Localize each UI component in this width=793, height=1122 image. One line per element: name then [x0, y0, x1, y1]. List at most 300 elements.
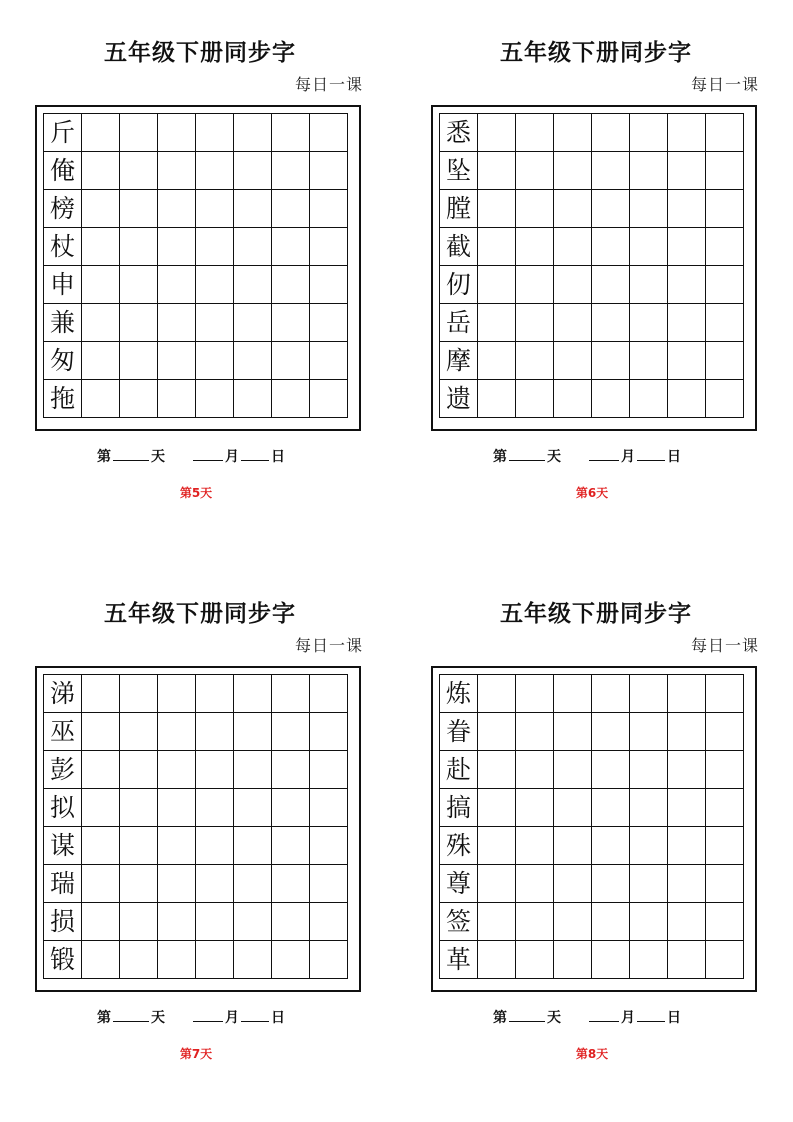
practice-cell[interactable]: [158, 380, 196, 418]
practice-cell[interactable]: [310, 827, 348, 865]
date-yue-label: 月: [621, 1010, 635, 1026]
practice-cell[interactable]: [82, 903, 120, 941]
practice-cell[interactable]: [82, 675, 120, 713]
practice-cell[interactable]: [310, 190, 348, 228]
practice-cell[interactable]: [82, 827, 120, 865]
model-character: 彭: [44, 751, 82, 789]
practice-sheet-day-7: [35, 561, 365, 1061]
practice-sheet-day-5: [35, 0, 365, 500]
practice-cell[interactable]: [592, 190, 630, 228]
practice-cell[interactable]: [120, 342, 158, 380]
practice-cell[interactable]: [706, 152, 744, 190]
practice-cell[interactable]: [592, 675, 630, 713]
practice-cell[interactable]: [82, 228, 120, 266]
practice-cell[interactable]: [196, 152, 234, 190]
practice-cell[interactable]: [82, 114, 120, 152]
practice-cell[interactable]: [272, 903, 310, 941]
date-yue-label: 月: [621, 449, 635, 465]
practice-cell[interactable]: [120, 789, 158, 827]
practice-cell[interactable]: [668, 152, 706, 190]
practice-cell[interactable]: [630, 789, 668, 827]
practice-cell[interactable]: [82, 266, 120, 304]
date-tian-label: 天: [547, 449, 561, 465]
model-character: 尊: [440, 865, 478, 903]
practice-cell[interactable]: [516, 152, 554, 190]
model-character: 谋: [44, 827, 82, 865]
practice-cell[interactable]: [196, 789, 234, 827]
model-character: 兼: [44, 304, 82, 342]
practice-cell[interactable]: [554, 304, 592, 342]
date-tian-label: 天: [547, 1010, 561, 1026]
practice-cell[interactable]: [272, 228, 310, 266]
practice-grid-frame: [35, 105, 361, 431]
practice-cell[interactable]: [668, 751, 706, 789]
practice-cell[interactable]: [120, 713, 158, 751]
practice-cell[interactable]: [272, 827, 310, 865]
practice-cell[interactable]: [82, 342, 120, 380]
practice-cell[interactable]: [630, 190, 668, 228]
practice-cell[interactable]: [310, 342, 348, 380]
practice-cell[interactable]: [158, 228, 196, 266]
practice-cell[interactable]: [272, 114, 310, 152]
practice-cell[interactable]: [516, 865, 554, 903]
practice-cell[interactable]: [516, 713, 554, 751]
model-character: 眷: [440, 713, 478, 751]
practice-cell[interactable]: [630, 342, 668, 380]
day-number-blank[interactable]: [509, 1007, 545, 1022]
practice-cell[interactable]: [196, 903, 234, 941]
model-character: 遗: [440, 380, 478, 418]
practice-cell[interactable]: [478, 865, 516, 903]
practice-cell[interactable]: [516, 266, 554, 304]
date-blank[interactable]: [241, 446, 269, 461]
practice-cell[interactable]: [196, 114, 234, 152]
model-character: 斤: [44, 114, 82, 152]
practice-cell[interactable]: [272, 342, 310, 380]
day-number-blank[interactable]: [113, 446, 149, 461]
practice-cell[interactable]: [554, 190, 592, 228]
practice-cell[interactable]: [82, 152, 120, 190]
practice-grid-frame: [431, 105, 757, 431]
practice-cell[interactable]: [592, 789, 630, 827]
practice-cell[interactable]: [234, 903, 272, 941]
practice-cell[interactable]: [516, 190, 554, 228]
date-blank[interactable]: [637, 446, 665, 461]
practice-cell[interactable]: [706, 342, 744, 380]
practice-cell[interactable]: [478, 675, 516, 713]
practice-cell[interactable]: [158, 266, 196, 304]
practice-cell[interactable]: [272, 152, 310, 190]
practice-cell[interactable]: [554, 941, 592, 979]
practice-cell[interactable]: [554, 713, 592, 751]
practice-cell[interactable]: [158, 114, 196, 152]
practice-cell[interactable]: [478, 380, 516, 418]
practice-cell[interactable]: [478, 827, 516, 865]
practice-cell[interactable]: [668, 903, 706, 941]
practice-cell[interactable]: [272, 266, 310, 304]
practice-grid: [439, 674, 744, 979]
practice-cell[interactable]: [196, 342, 234, 380]
practice-cell[interactable]: [120, 903, 158, 941]
day-label: 第5天: [179, 486, 213, 500]
practice-cell[interactable]: [668, 380, 706, 418]
practice-cell[interactable]: [234, 827, 272, 865]
practice-cell[interactable]: [668, 266, 706, 304]
practice-cell[interactable]: [592, 228, 630, 266]
practice-cell[interactable]: [120, 190, 158, 228]
practice-cell[interactable]: [272, 751, 310, 789]
practice-cell[interactable]: [310, 713, 348, 751]
practice-cell[interactable]: [272, 380, 310, 418]
month-blank[interactable]: [193, 1007, 223, 1022]
practice-cell[interactable]: [706, 266, 744, 304]
sheet-title: 五年级下册同步字: [500, 39, 692, 66]
sheet-subtitle: 每日一课: [294, 636, 363, 655]
practice-cell[interactable]: [630, 304, 668, 342]
practice-cell[interactable]: [82, 751, 120, 789]
practice-cell[interactable]: [158, 675, 196, 713]
model-character: 炼: [440, 675, 478, 713]
practice-cell[interactable]: [158, 941, 196, 979]
practice-cell[interactable]: [516, 304, 554, 342]
practice-cell[interactable]: [272, 675, 310, 713]
practice-cell[interactable]: [516, 675, 554, 713]
practice-cell[interactable]: [630, 865, 668, 903]
practice-cell[interactable]: [120, 675, 158, 713]
practice-cell[interactable]: [120, 304, 158, 342]
day-label: 第7天: [179, 1047, 213, 1061]
practice-cell[interactable]: [158, 152, 196, 190]
practice-cell[interactable]: [706, 941, 744, 979]
date-ri-label: 日: [667, 1010, 681, 1026]
date-di-label: 第: [493, 1010, 507, 1026]
practice-cell[interactable]: [310, 675, 348, 713]
practice-cell[interactable]: [706, 304, 744, 342]
practice-cell[interactable]: [310, 941, 348, 979]
practice-cell[interactable]: [668, 114, 706, 152]
month-blank[interactable]: [193, 446, 223, 461]
practice-cell[interactable]: [196, 266, 234, 304]
practice-cell[interactable]: [310, 152, 348, 190]
practice-grid-frame: [35, 666, 361, 992]
practice-cell[interactable]: [630, 713, 668, 751]
practice-cell[interactable]: [478, 789, 516, 827]
practice-cell[interactable]: [158, 713, 196, 751]
practice-cell[interactable]: [272, 713, 310, 751]
practice-cell[interactable]: [554, 152, 592, 190]
model-character: 巫: [44, 713, 82, 751]
practice-cell[interactable]: [234, 865, 272, 903]
model-character: 涕: [44, 675, 82, 713]
practice-grid-frame: [431, 666, 757, 992]
practice-cell[interactable]: [554, 342, 592, 380]
practice-cell[interactable]: [554, 865, 592, 903]
practice-cell[interactable]: [592, 751, 630, 789]
practice-cell[interactable]: [554, 751, 592, 789]
practice-cell[interactable]: [158, 190, 196, 228]
date-yue-label: 月: [225, 449, 239, 465]
practice-cell[interactable]: [120, 827, 158, 865]
practice-cell[interactable]: [592, 713, 630, 751]
practice-cell[interactable]: [478, 228, 516, 266]
practice-cell[interactable]: [706, 228, 744, 266]
practice-cell[interactable]: [82, 190, 120, 228]
practice-cell[interactable]: [478, 903, 516, 941]
practice-cell[interactable]: [706, 380, 744, 418]
practice-cell[interactable]: [630, 152, 668, 190]
practice-cell[interactable]: [554, 827, 592, 865]
practice-cell[interactable]: [592, 114, 630, 152]
practice-cell[interactable]: [706, 751, 744, 789]
model-character: 榜: [44, 190, 82, 228]
practice-cell[interactable]: [554, 228, 592, 266]
practice-cell[interactable]: [310, 751, 348, 789]
practice-cell[interactable]: [706, 114, 744, 152]
model-character: 摩: [440, 342, 478, 380]
practice-cell[interactable]: [554, 266, 592, 304]
practice-cell[interactable]: [234, 342, 272, 380]
practice-cell[interactable]: [158, 865, 196, 903]
practice-cell[interactable]: [592, 865, 630, 903]
practice-cell[interactable]: [554, 675, 592, 713]
practice-cell[interactable]: [196, 827, 234, 865]
practice-cell[interactable]: [234, 675, 272, 713]
practice-cell[interactable]: [120, 152, 158, 190]
practice-cell[interactable]: [234, 114, 272, 152]
date-tian-label: 天: [151, 1010, 165, 1026]
practice-cell[interactable]: [234, 152, 272, 190]
practice-cell[interactable]: [234, 266, 272, 304]
model-character: 拖: [44, 380, 82, 418]
practice-cell[interactable]: [668, 342, 706, 380]
day-number-blank[interactable]: [113, 1007, 149, 1022]
practice-cell[interactable]: [272, 865, 310, 903]
date-blank[interactable]: [241, 1007, 269, 1022]
day-label: 第8天: [575, 1047, 609, 1061]
date-di-label: 第: [493, 449, 507, 465]
day-number-blank[interactable]: [509, 446, 545, 461]
practice-cell[interactable]: [706, 190, 744, 228]
practice-cell[interactable]: [158, 789, 196, 827]
practice-cell[interactable]: [706, 903, 744, 941]
practice-cell[interactable]: [120, 228, 158, 266]
practice-cell[interactable]: [592, 342, 630, 380]
practice-cell[interactable]: [630, 941, 668, 979]
practice-cell[interactable]: [158, 751, 196, 789]
practice-cell[interactable]: [196, 865, 234, 903]
practice-cell[interactable]: [516, 789, 554, 827]
practice-cell[interactable]: [592, 304, 630, 342]
practice-cell[interactable]: [630, 114, 668, 152]
sheet-subtitle: 每日一课: [690, 75, 759, 94]
practice-cell[interactable]: [82, 713, 120, 751]
practice-cell[interactable]: [310, 380, 348, 418]
practice-grid: [439, 113, 744, 418]
practice-cell[interactable]: [158, 827, 196, 865]
practice-cell[interactable]: [196, 941, 234, 979]
practice-sheet-day-8: [431, 561, 761, 1061]
practice-cell[interactable]: [310, 903, 348, 941]
practice-cell[interactable]: [234, 789, 272, 827]
model-character: 截: [440, 228, 478, 266]
practice-cell[interactable]: [592, 380, 630, 418]
date-blank[interactable]: [637, 1007, 665, 1022]
practice-cell[interactable]: [196, 751, 234, 789]
practice-cell[interactable]: [234, 751, 272, 789]
month-blank[interactable]: [589, 1007, 619, 1022]
model-character: 签: [440, 903, 478, 941]
date-di-label: 第: [97, 449, 111, 465]
model-character: 拟: [44, 789, 82, 827]
practice-cell[interactable]: [668, 304, 706, 342]
practice-cell[interactable]: [82, 380, 120, 418]
practice-cell[interactable]: [630, 903, 668, 941]
date-ri-label: 日: [271, 449, 285, 465]
practice-cell[interactable]: [630, 827, 668, 865]
sheet-title: 五年级下册同步字: [104, 39, 296, 66]
model-character: 革: [440, 941, 478, 979]
practice-cell[interactable]: [196, 380, 234, 418]
model-character: 殊: [440, 827, 478, 865]
practice-cell[interactable]: [82, 789, 120, 827]
practice-cell[interactable]: [478, 304, 516, 342]
practice-cell[interactable]: [516, 228, 554, 266]
practice-cell[interactable]: [82, 941, 120, 979]
practice-cell[interactable]: [592, 903, 630, 941]
practice-cell[interactable]: [196, 304, 234, 342]
practice-cell[interactable]: [310, 266, 348, 304]
practice-cell[interactable]: [478, 266, 516, 304]
practice-cell[interactable]: [516, 380, 554, 418]
practice-cell[interactable]: [82, 304, 120, 342]
date-yue-label: 月: [225, 1010, 239, 1026]
practice-cell[interactable]: [158, 342, 196, 380]
practice-cell[interactable]: [668, 675, 706, 713]
practice-cell[interactable]: [668, 228, 706, 266]
practice-cell[interactable]: [668, 865, 706, 903]
practice-cell[interactable]: [478, 152, 516, 190]
date-ri-label: 日: [667, 449, 681, 465]
practice-cell[interactable]: [592, 152, 630, 190]
date-ri-label: 日: [271, 1010, 285, 1026]
date-line: [97, 1007, 285, 1027]
practice-cell[interactable]: [310, 789, 348, 827]
practice-cell[interactable]: [592, 941, 630, 979]
practice-cell[interactable]: [272, 190, 310, 228]
practice-cell[interactable]: [120, 865, 158, 903]
practice-cell[interactable]: [120, 266, 158, 304]
date-di-label: 第: [97, 1010, 111, 1026]
practice-cell[interactable]: [516, 827, 554, 865]
practice-cell[interactable]: [706, 789, 744, 827]
date-line: [493, 446, 681, 466]
practice-cell[interactable]: [234, 190, 272, 228]
practice-cell[interactable]: [630, 266, 668, 304]
practice-cell[interactable]: [630, 751, 668, 789]
practice-cell[interactable]: [310, 865, 348, 903]
practice-cell[interactable]: [272, 941, 310, 979]
practice-cell[interactable]: [310, 228, 348, 266]
practice-cell[interactable]: [120, 941, 158, 979]
practice-cell[interactable]: [554, 114, 592, 152]
practice-cell[interactable]: [592, 827, 630, 865]
practice-cell[interactable]: [196, 228, 234, 266]
practice-cell[interactable]: [668, 941, 706, 979]
practice-grid: [43, 674, 348, 979]
practice-cell[interactable]: [234, 304, 272, 342]
practice-cell[interactable]: [478, 342, 516, 380]
practice-cell[interactable]: [196, 675, 234, 713]
practice-cell[interactable]: [554, 903, 592, 941]
practice-cell[interactable]: [630, 675, 668, 713]
practice-cell[interactable]: [516, 751, 554, 789]
practice-cell[interactable]: [668, 190, 706, 228]
practice-cell[interactable]: [478, 941, 516, 979]
practice-cell[interactable]: [706, 675, 744, 713]
practice-cell[interactable]: [478, 713, 516, 751]
practice-cell[interactable]: [592, 266, 630, 304]
model-character: 搞: [440, 789, 478, 827]
practice-cell[interactable]: [554, 380, 592, 418]
practice-cell[interactable]: [706, 827, 744, 865]
practice-cell[interactable]: [158, 903, 196, 941]
practice-cell[interactable]: [630, 380, 668, 418]
practice-cell[interactable]: [196, 713, 234, 751]
practice-cell[interactable]: [478, 114, 516, 152]
practice-cell[interactable]: [668, 789, 706, 827]
practice-cell[interactable]: [158, 304, 196, 342]
practice-cell[interactable]: [478, 751, 516, 789]
practice-cell[interactable]: [630, 228, 668, 266]
model-character: 俺: [44, 152, 82, 190]
practice-cell[interactable]: [706, 713, 744, 751]
model-character: 赴: [440, 751, 478, 789]
practice-cell[interactable]: [310, 304, 348, 342]
practice-cell[interactable]: [120, 380, 158, 418]
practice-cell[interactable]: [82, 865, 120, 903]
practice-cell[interactable]: [668, 827, 706, 865]
practice-cell[interactable]: [516, 342, 554, 380]
practice-cell[interactable]: [234, 941, 272, 979]
practice-cell[interactable]: [234, 228, 272, 266]
practice-cell[interactable]: [554, 789, 592, 827]
model-character: 悉: [440, 114, 478, 152]
practice-cell[interactable]: [706, 865, 744, 903]
practice-cell[interactable]: [272, 789, 310, 827]
practice-cell[interactable]: [234, 380, 272, 418]
practice-cell[interactable]: [516, 903, 554, 941]
month-blank[interactable]: [589, 446, 619, 461]
practice-cell[interactable]: [120, 114, 158, 152]
practice-cell[interactable]: [234, 713, 272, 751]
practice-cell[interactable]: [120, 751, 158, 789]
model-character: 损: [44, 903, 82, 941]
day-label: 第6天: [575, 486, 609, 500]
model-character: 申: [44, 266, 82, 304]
model-character: 岳: [440, 304, 478, 342]
model-character: 杖: [44, 228, 82, 266]
practice-cell[interactable]: [272, 304, 310, 342]
practice-cell[interactable]: [668, 713, 706, 751]
practice-cell[interactable]: [516, 941, 554, 979]
date-line: [97, 446, 285, 466]
model-character: 锻: [44, 941, 82, 979]
sheet-title: 五年级下册同步字: [500, 600, 692, 627]
practice-cell[interactable]: [478, 190, 516, 228]
practice-cell[interactable]: [196, 190, 234, 228]
practice-cell[interactable]: [516, 114, 554, 152]
practice-cell[interactable]: [310, 114, 348, 152]
